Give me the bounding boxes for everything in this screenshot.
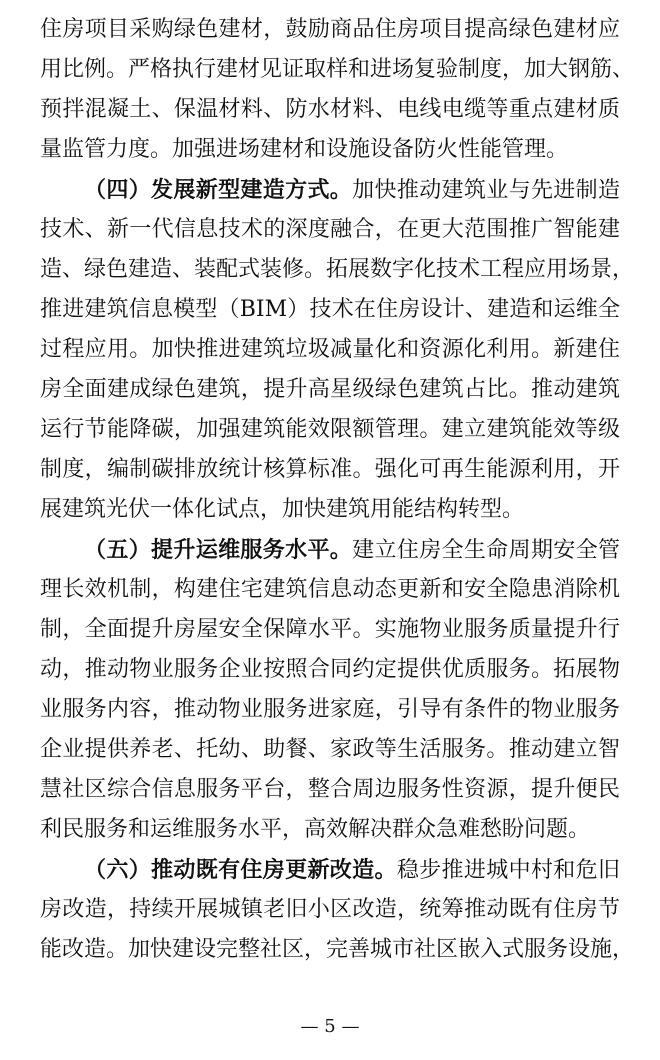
paragraph-first-line (84, 536, 620, 564)
text-line: 住房项目采购绿色建材，鼓励商品住房项目提高绿色建材应 (40, 17, 620, 42)
paragraph-first-line (84, 856, 620, 884)
text-line: 技术、新一代信息技术的深度融合，在更大范围推广智能建 (40, 217, 620, 242)
section-heading-5: （五）提升运维服务水平。 (84, 537, 353, 563)
text-line: 房改造，持续开展城镇老旧小区改造，统筹推动既有住房节 (40, 897, 620, 922)
text-line: 预拌混凝土、保温材料、防水材料、电线电缆等重点建材质 (40, 97, 620, 122)
section-heading-4: （四）发展新型建造方式。 (84, 177, 353, 203)
text-line: 利民服务和运维服务水平，高效解决群众急难愁盼问题。 (40, 817, 591, 842)
paragraph-first-line (84, 176, 620, 204)
text-line: 房全面建成绿色建筑，提升高星级绿色建筑占比。推动建筑 (40, 377, 620, 402)
section-heading-6: （六）推动既有住房更新改造。 (84, 857, 397, 883)
text-span: 加快推动建筑业与先进制造 (352, 178, 620, 203)
text-line: 制，全面提升房屋安全保障水平。实施物业服务质量提升行 (40, 617, 620, 642)
text-span: 稳步推进城中村和危旧 (396, 858, 620, 883)
text-line: 用比例。严格执行建材见证取样和进场复验制度，加大钢筋、 (40, 57, 635, 82)
text-line: 展建筑光伏一体化试点，加快建筑用能结构转型。 (40, 497, 525, 522)
text-line: 过程应用。加快推进建筑垃圾减量化和资源化利用。新建住 (40, 337, 620, 362)
text-line: 慧社区综合信息服务平台，整合周边服务性资源，提升便民 (40, 777, 620, 802)
text-line: 业服务内容，推动物业服务进家庭，引导有条件的物业服务 (40, 697, 620, 722)
text-line: 制度，编制碳排放统计核算标准。强化可再生能源利用，开 (40, 457, 620, 482)
page-number: — 5 — (300, 1016, 360, 1037)
text-line: 造、绿色建造、装配式装修。拓展数字化技术工程应用场景， (40, 257, 635, 282)
text-line: 企业提供养老、托幼、助餐、家政等生活服务。推动建立智 (40, 737, 620, 762)
text-line: 能改造。加快建设完整社区，完善城市社区嵌入式服务设施， (40, 937, 635, 962)
text-line: 推进建筑信息模型（BIM）技术在住房设计、建造和运维全 (40, 297, 620, 322)
text-span: 建立住房全生命周期安全管 (352, 538, 620, 563)
text-line: 运行节能降碳，加强建筑能效限额管理。建立建筑能效等级 (40, 417, 620, 442)
text-line: 量监管力度。加强进场建材和设施设备防火性能管理。 (40, 137, 569, 162)
text-line: 理长效机制，构建住宅建筑信息动态更新和安全隐患消除机 (40, 577, 620, 602)
text-line: 动，推动物业服务企业按照合同约定提供优质服务。拓展物 (40, 657, 620, 682)
